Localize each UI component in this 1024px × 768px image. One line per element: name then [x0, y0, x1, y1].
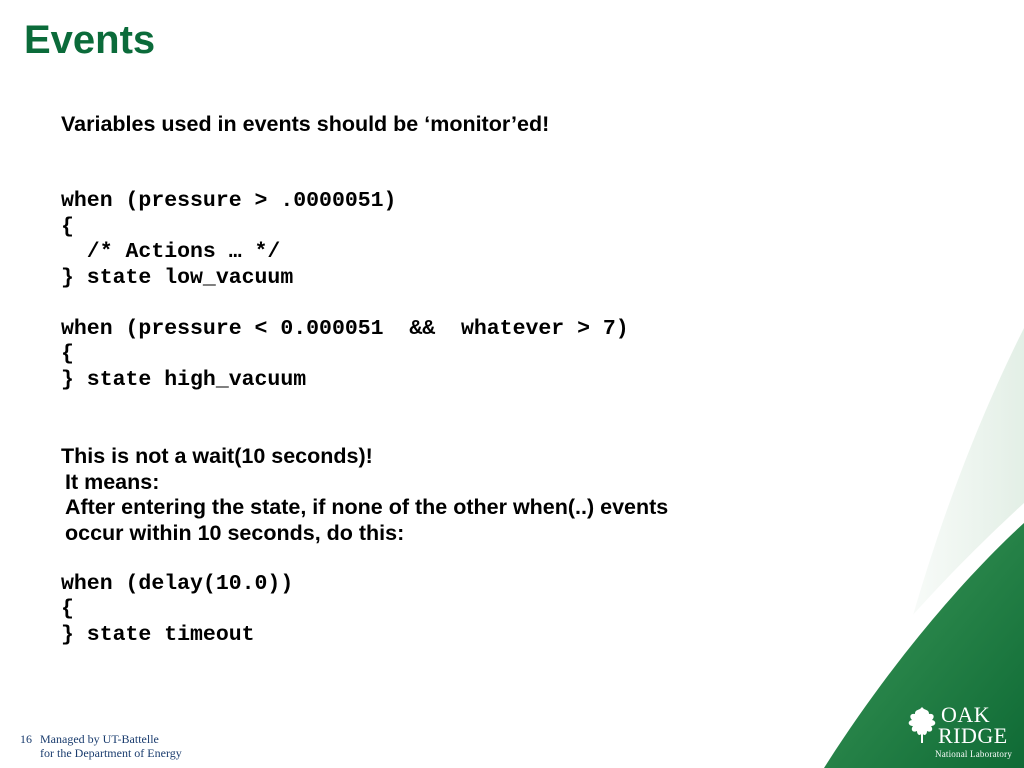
slide-title: Events	[24, 18, 156, 62]
logo-line-3: National Laboratory	[935, 749, 1013, 759]
note-line: It means:	[65, 469, 160, 494]
code-line: } state high_vacuum	[61, 367, 307, 392]
logo-line-1: OAK	[941, 702, 991, 727]
note-heading: This is not a wait(10 seconds)!	[61, 444, 373, 468]
code-line: when (delay(10.0))	[61, 571, 294, 596]
code-block-low-vacuum	[61, 189, 961, 291]
slide-footer	[20, 732, 182, 760]
code-line: {	[61, 342, 74, 366]
code-line: when (pressure < 0.000051 && whatever > 7)	[61, 316, 629, 341]
page-number: 16	[20, 732, 32, 746]
code-line: when (pressure > .0000051)	[61, 189, 397, 213]
note-line: occur within 10 seconds, do this:	[65, 520, 405, 545]
code-line: /* Actions … */	[61, 240, 281, 264]
code-line: } state low_vacuum	[61, 265, 294, 290]
intro-text: Variables used in events should be ‘monitor’ed!	[61, 112, 550, 136]
footer-line-1: Managed by UT-Battelle	[40, 732, 159, 746]
code-line: } state timeout	[61, 622, 255, 647]
code-line: {	[61, 214, 74, 239]
footer-line-2: for the Department of Energy	[40, 746, 182, 760]
code-line: {	[61, 597, 74, 621]
note-line: After entering the state, if none of the other when(..) events	[65, 495, 669, 519]
logo-line-2: RIDGE	[938, 723, 1008, 748]
oak-leaf-icon	[905, 705, 939, 745]
oak-ridge-logo	[905, 703, 1017, 763]
